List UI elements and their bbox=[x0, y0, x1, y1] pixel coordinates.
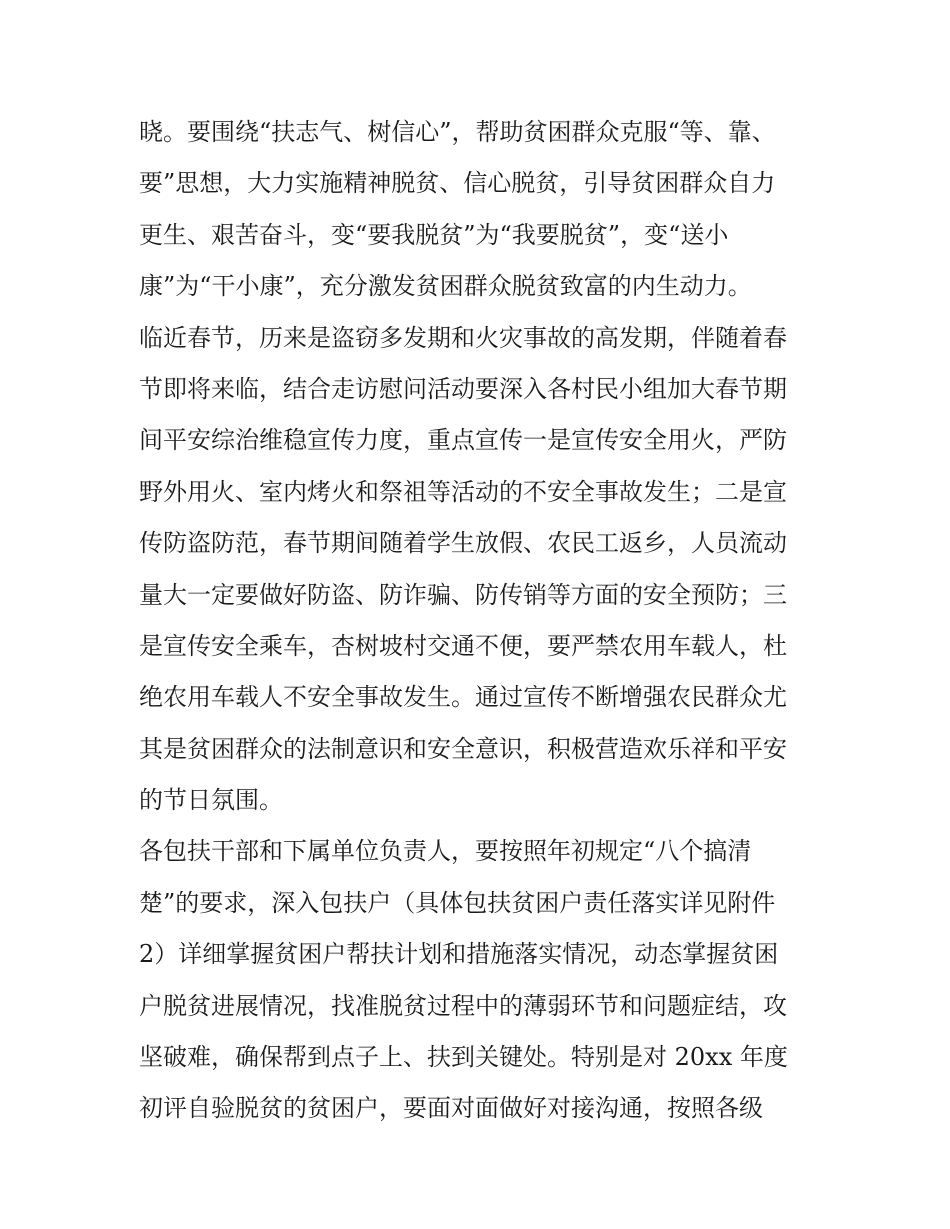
text-line: 更生、艰苦奋斗，变“要我脱贫”为“我要脱贫”，变“送小 bbox=[139, 220, 729, 249]
text-line: 是宣传安全乘车，杏树坡村交通不便，要严禁农用车载人，杜 bbox=[139, 631, 787, 660]
text-line: 传防盗防范，春节期间随着学生放假、农民工返乡，人员流动 bbox=[139, 529, 787, 558]
text-line: 各包扶干部和下属单位负责人，要按照年初规定“八个搞清 bbox=[139, 837, 752, 866]
text-line: 2）详细掌握贫困户帮扶计划和措施落实情况，动态掌握贫困 bbox=[139, 940, 779, 969]
text-line: 的节日氛围。 bbox=[139, 786, 283, 815]
text-line: 初评自验脱贫的贫困户，要面对面做好对接沟通，按照各级 bbox=[139, 1094, 763, 1123]
text-line: 晓。要围绕“扶志气、树信心”，帮助贫困群众克服“等、靠、 bbox=[139, 118, 776, 146]
text-line: 其是贫困群众的法制意识和安全意识，积极营造欢乐祥和平安 bbox=[139, 734, 787, 763]
text-line: 野外用火、室内烤火和祭祖等活动的不安全事故发生；二是宣 bbox=[139, 477, 787, 506]
text-line: 康”为“干小康”，充分激发贫困群众脱贫致富的内生动力。 bbox=[139, 272, 752, 301]
text-line: 楚”的要求，深入包扶户（具体包扶贫困户责任落实详见附件 bbox=[139, 888, 776, 917]
document-body bbox=[139, 107, 819, 1135]
text-line: 绝农用车载人不安全事故发生。通过宣传不断增强农民群众尤 bbox=[139, 683, 787, 712]
text-line: 量大一定要做好防盗、防诈骗、防传销等方面的安全预防；三 bbox=[139, 580, 787, 609]
text-line: 节即将来临，结合走访慰问活动要深入各村民小组加大春节期 bbox=[139, 374, 787, 403]
text-line: 户脱贫进展情况，找准脱贫过程中的薄弱环节和问题症结，攻 bbox=[139, 991, 787, 1020]
text-line: 临近春节，历来是盗窃多发期和火灾事故的高发期，伴随着春 bbox=[139, 323, 787, 352]
text-line: 要”思想，大力实施精神脱贫、信心脱贫，引导贫困群众自力 bbox=[139, 169, 776, 198]
text-line: 间平安综治维稳宣传力度，重点宣传一是宣传安全用火，严防 bbox=[139, 426, 787, 455]
text-line: 坚破难，确保帮到点子上、扶到关键处。特别是对 20xx 年度 bbox=[139, 1043, 788, 1072]
